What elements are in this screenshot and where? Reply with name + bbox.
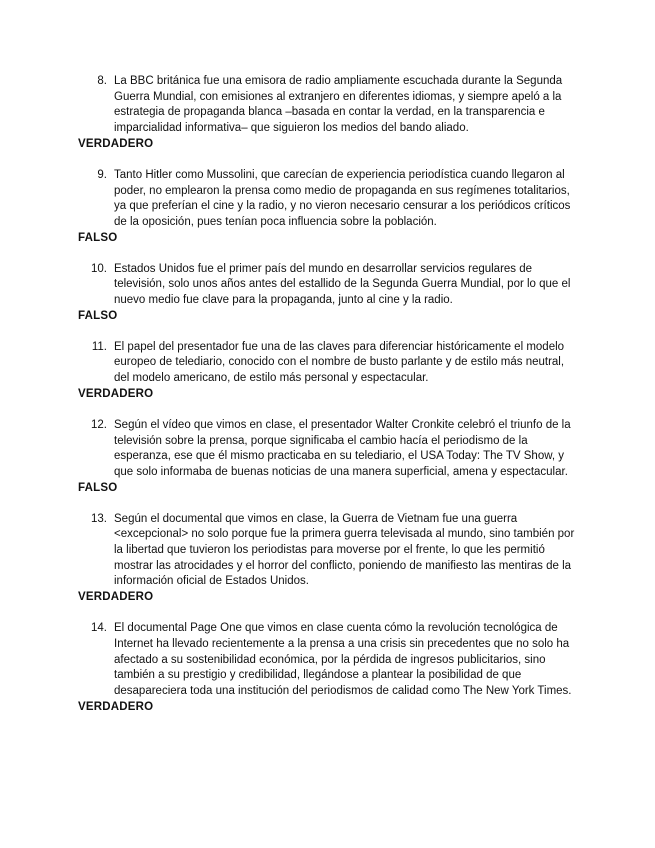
question-item xyxy=(78,418,578,481)
answer-label: VERDADERO xyxy=(78,137,154,150)
question-item xyxy=(78,168,578,231)
question-block-10 xyxy=(78,262,578,324)
question-block-11 xyxy=(78,340,578,402)
question-number: 9. xyxy=(97,168,107,181)
question-number: 13. xyxy=(91,512,107,525)
question-number: 8. xyxy=(97,75,107,87)
answer-label: FALSO xyxy=(78,231,118,244)
question-text: Según el documental que vimos en clase, la Guerra de Vietnam fue una guerra <excepcional> no solo porque fue la primera guerra televisada al mundo, sino también por la libertad que tuvieron los periodistas para moverse por el frente, lo que les permitió mostrar las atrocidades y el horror del conflicto, poniendo de manifiesto las mentiras de la información oficial de Estados Unidos. xyxy=(114,512,575,588)
question-block-14 xyxy=(78,621,578,715)
answer-label: VERDADERO xyxy=(78,591,154,604)
question-block-13 xyxy=(78,512,578,606)
question-item xyxy=(78,512,578,591)
question-block-12 xyxy=(78,418,578,496)
question-item xyxy=(78,621,578,700)
answer-label: VERDADERO xyxy=(78,700,154,713)
question-text: El papel del presentador fue una de las claves para diferenciar históricamente el modelo europeo de telediario, conocido con el nombre de busto parlante y de estilo más neutral, del modelo americano, de estilo más personal y espectacular. xyxy=(114,340,565,385)
answer-label: VERDADERO xyxy=(78,387,154,400)
answer-label: FALSO xyxy=(78,309,118,322)
answer-label: FALSO xyxy=(78,481,118,494)
question-list xyxy=(78,74,578,731)
question-item xyxy=(78,340,578,387)
question-text: Estados Unidos fue el primer país del mundo en desarrollar servicios regulares de televisión, solo unos años antes del estallido de la Segunda Guerra Mundial, por lo que el nuevo medio fue clave para la propaganda, junto al cine y la radio. xyxy=(114,262,571,307)
question-text: Tanto Hitler como Mussolini, que carecían de experiencia periodística cuando llegaron al poder, no emplearon la prensa como medio de propaganda en sus regímenes totalitarios, ya que preferían el cine y la radio, y no vieron necesario censurar a los periódicos críticos de la oposición, pues tenían poca influencia sobre la población. xyxy=(114,168,571,228)
question-number: 14. xyxy=(91,622,107,635)
question-text: Según el vídeo que vimos en clase, el presentador Walter Cronkite celebró el triunfo de la televisión sobre la prensa, porque significaba el cambio hacía el periodismo de la esperanza, ese que él mismo practicaba en su telediario, el USA Today: The TV Show, y que solo informaba de buenas noticias de una manera superficial, amena y espectacular. xyxy=(114,418,571,478)
question-item xyxy=(78,262,578,309)
question-number: 11. xyxy=(91,340,107,353)
question-number: 10. xyxy=(91,262,107,275)
question-block-8 xyxy=(78,74,578,152)
question-number: 12. xyxy=(91,418,107,431)
question-text: El documental Page One que vimos en clase cuenta cómo la revolución tecnológica de Internet ha llevado recientemente a la prensa a una crisis sin precedentes que no solo ha afectado a su sostenibilidad económica, por la pérdida de ingresos publicitarios, sino también a su prestigio y credibilidad, llegándose a plantear la posibilidad de que desapareciera toda una institución del periodismos de calidad como The New York Times. xyxy=(114,622,572,697)
question-text: La BBC británica fue una emisora de radio ampliamente escuchada durante la Segunda Guerra Mundial, con emisiones al extranjero en diferentes idiomas, y siempre apeló a la estrategia de propaganda blanca –basada en contar la verdad, en la transparencia e imparcialidad informativa– que siguieron los medios del bando aliado. xyxy=(114,75,563,135)
question-block-9 xyxy=(78,168,578,246)
question-item xyxy=(78,74,578,137)
